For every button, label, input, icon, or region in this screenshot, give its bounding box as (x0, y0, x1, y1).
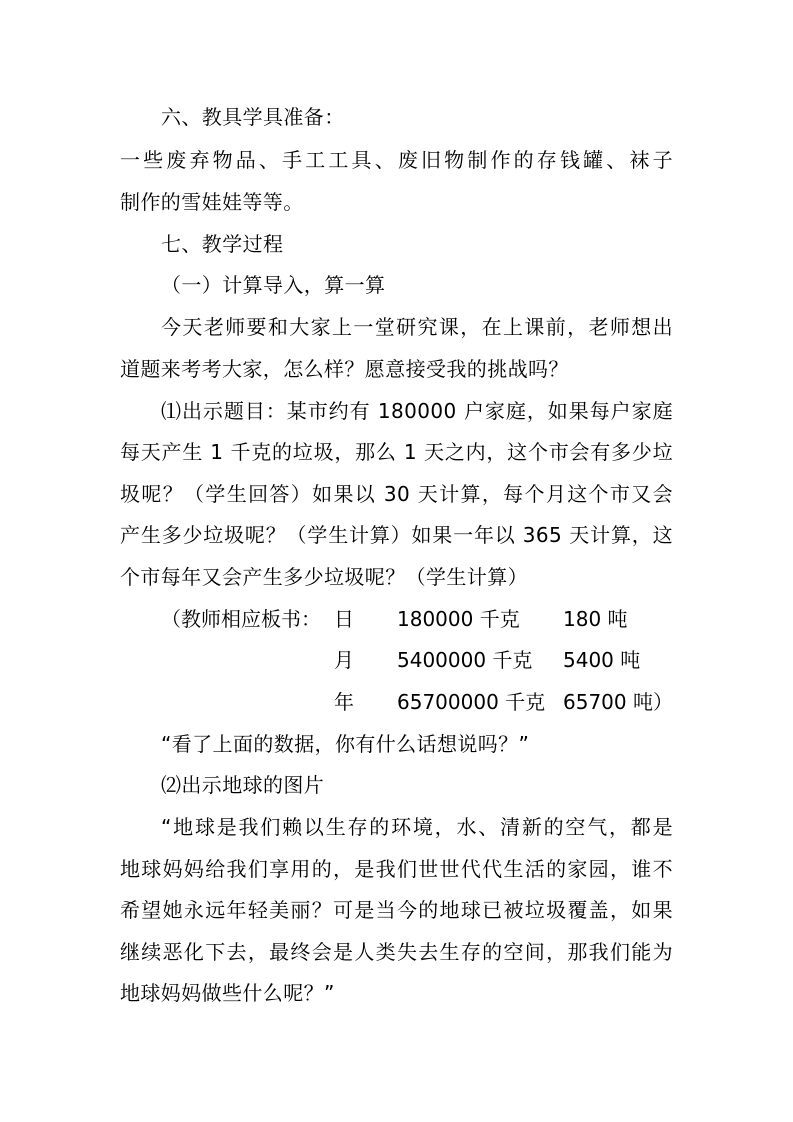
paragraph-line: ⑴出示题目：某市约有 180000 户家庭，如果每户家庭 (161, 399, 673, 423)
board-prefix: （教师相应板书： (161, 607, 321, 631)
board-period: 年 (334, 690, 354, 714)
paragraph-line: ⑵出示地球的图片 (161, 773, 325, 797)
board-period: 月 (334, 648, 354, 672)
paragraph-line: 地球妈妈给我们享用的，是我们世世代代生活的家园，谁不 (120, 857, 673, 881)
paragraph-line: 地球妈妈做些什么呢？” (120, 981, 335, 1005)
paragraph-line: 圾呢？（学生回答）如果以 30 天计算，每个月这个市又会 (120, 482, 673, 506)
paragraph-line: 每天产生 1 千克的垃圾，那么 1 天之内，这个市会有多少垃 (120, 440, 673, 464)
paragraph-line: 道题来考考大家，怎么样？愿意接受我的挑战吗？ (120, 357, 569, 381)
paragraph-line: 产生多少垃圾呢？（学生计算）如果一年以 365 天计算，这 (120, 523, 673, 547)
subsection-heading: （一）计算导入，算一算 (161, 273, 386, 297)
paragraph-line: “地球是我们赖以生存的环境，水、清新的空气，都是 (161, 815, 673, 839)
board-period: 日 (334, 607, 354, 631)
board-kg-value: 65700000 千克 (397, 690, 546, 714)
section-heading-teaching-process: 七、教学过程 (161, 232, 284, 256)
board-kg-value: 5400000 千克 (397, 648, 533, 672)
paragraph-line: 今天老师要和大家上一堂研究课，在上课前，老师想出 (161, 315, 673, 339)
board-kg-value: 180000 千克 (397, 607, 520, 631)
board-ton-value: 5400 吨 (563, 648, 641, 672)
paragraph-line: 希望她永远年轻美丽？可是当今的地球已被垃圾覆盖，如果 (120, 898, 673, 922)
paragraph-line: 制作的雪娃娃等等。 (120, 190, 304, 214)
quote-line: “看了上面的数据，你有什么话想说吗？” (161, 732, 530, 756)
section-heading-teaching-aids: 六、教具学具准备： (161, 105, 345, 129)
paragraph-line: 个市每年又会产生多少垃圾呢？（学生计算） (120, 565, 528, 589)
paragraph-line: 一些废弃物品、手工工具、废旧物制作的存钱罐、袜子 (120, 148, 673, 172)
board-ton-value: 65700 吨） (563, 690, 673, 714)
board-ton-value: 180 吨 (563, 607, 628, 631)
paragraph-line: 继续恶化下去，最终会是人类失去生存的空间，那我们能为 (120, 940, 673, 964)
